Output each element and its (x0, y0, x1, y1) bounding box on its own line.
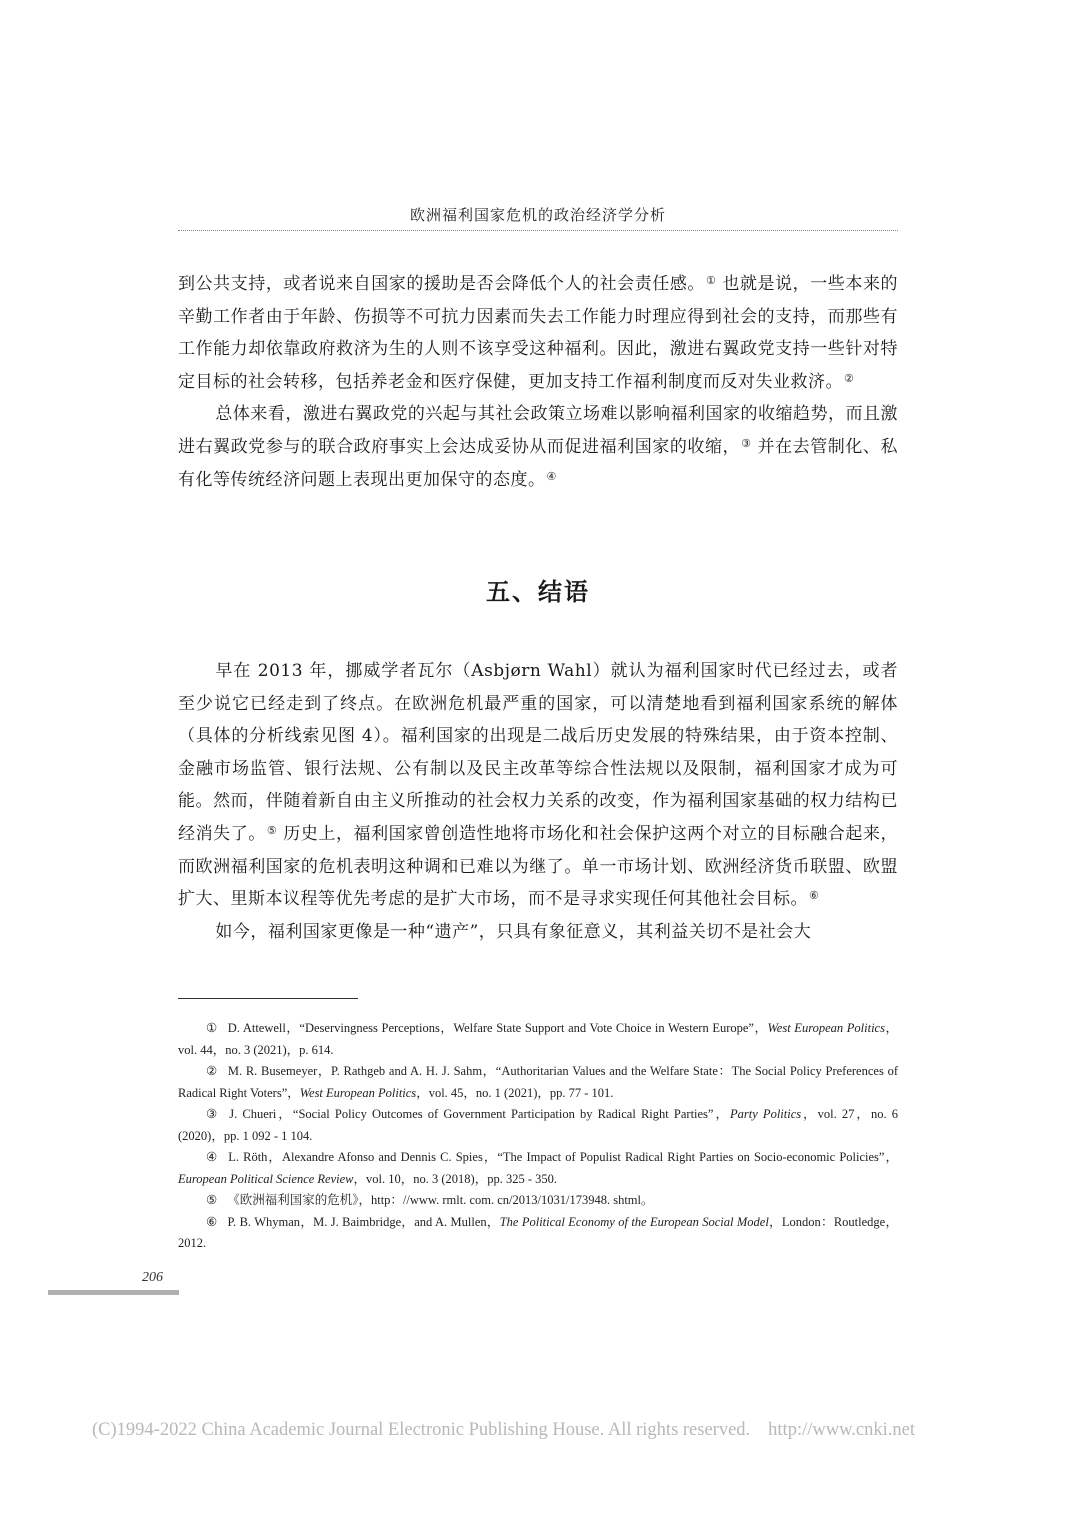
footnote-text: D. Attewell，“Deservingness Perceptions，Welfare State Support and Vote Choice in Western Europe”， (227, 1021, 768, 1035)
footnote-ref-5[interactable]: ⑤ (266, 823, 278, 837)
footnote-6 (178, 1212, 898, 1255)
footnote-ref-2[interactable]: ② (844, 371, 855, 385)
page-number-bar (48, 1290, 179, 1295)
footnote-text: 《欧洲福利国家的危机》，http：//www. rmlt. com. cn/2013/1031/173948. shtml。 (227, 1193, 654, 1207)
paragraph-1 (178, 268, 898, 398)
footnote-number: ① (206, 1021, 218, 1035)
paragraph-2-text-cont: 并在去管制化、私有化等传统经济问题上表现出更加保守的态度。 (178, 436, 898, 490)
footnote-number: ④ (206, 1150, 219, 1164)
footnote-details: ，London：Routledge，2012. (178, 1214, 898, 1250)
footnote-4 (178, 1147, 898, 1190)
footnote-text: P. B. Whyman，M. J. Baimbridge，and A. Mullen， (227, 1214, 500, 1229)
footnote-details: ，vol. 10，no. 3 (2018)，pp. 325 - 350. (353, 1171, 557, 1186)
body-block-top (178, 268, 898, 496)
footnote-number: ⑥ (206, 1214, 218, 1229)
footnote-journal: West European Politics (767, 1021, 885, 1035)
footnote-5 (178, 1190, 898, 1212)
page-number: 206 (142, 1270, 163, 1285)
footnote-details: ，vol. 44，no. 3 (2021)，p. 614. (178, 1021, 898, 1057)
copyright-text: (C)1994-2022 China Academic Journal Electronic Publishing House. All rights reserved. (92, 1420, 751, 1440)
paragraph-1-text: 到公共支持，或者说来自国家的援助是否会降低个人的社会责任感。 (178, 274, 705, 294)
footnote-journal: European Political Science Review (178, 1171, 354, 1186)
footnote-divider (178, 998, 358, 999)
footnote-number: ⑤ (206, 1193, 218, 1207)
footnote-details: ，vol. 27，no. 6 (2020)，pp. 1 092 - 1 104. (178, 1107, 898, 1143)
footnote-number: ② (206, 1064, 218, 1078)
footnote-3 (178, 1104, 898, 1147)
footnote-1 (178, 1018, 898, 1061)
footnote-ref-3[interactable]: ③ (741, 436, 752, 450)
footnote-text: L. Röth，Alexandre Afonso and Dennis C. Spies，“The Impact of Populist Radical Right Parties on Socio-economic Policies”， (228, 1150, 898, 1164)
footnote-text: M. R. Busemeyer，P. Rathgeb and A. H. J. Sahm，“Authoritarian Values and the Welfare State：The Social Policy Preferences of Radical Right Voters”， (178, 1064, 898, 1100)
footnotes (178, 1018, 898, 1255)
footnote-number: ③ (206, 1107, 220, 1121)
footnote-journal: Party Politics (730, 1107, 802, 1121)
footnote-ref-4[interactable]: ④ (546, 469, 557, 483)
paragraph-2 (178, 398, 898, 496)
running-head: 欧洲福利国家危机的政治经济学分析 (409, 206, 666, 224)
footnote-ref-6[interactable]: ⑥ (809, 889, 820, 903)
copyright-footer (92, 1420, 972, 1441)
paragraph-2-text: 总体来看，激进右翼政党的兴起与其社会政策立场难以影响福利国家的收缩趋势，而且激进右翼政党参与的联合政府事实上会达成妥协从而促进福利国家的收缩， (178, 404, 898, 457)
footnote-journal: West European Politics (299, 1085, 417, 1100)
footnote-text: J. Chueri，“Social Policy Outcomes of Government Participation by Radical Right Parties”， (229, 1107, 731, 1121)
paragraph-3-text: 早在 2013 年，挪威学者瓦尔（Asbjørn Wahl）就认为福利国家时代已经过去，或者至少说它已经走到了终点。在欧洲危机最严重的国家，可以清楚地看到福利国家系统的解体（具体的分析线索见图 4）。福利国家的出现是二战后历史发展的特殊结果，由于资本控制、金融市场监管、银行法规、公有制以及民主改革等综合性法规以及限制，福利国家才成为可能。然而，伴随着新自由主义所推动的社会权力关系的改变，作为福利国家基础的权力结构已经消失了。 (178, 661, 898, 844)
body-block-bottom (178, 655, 898, 948)
paragraph-4 (178, 916, 898, 949)
paragraph-4-text: 如今，福利国家更像是一种“遗产”，只具有象征意义，其利益关切不是社会大 (215, 921, 812, 942)
paragraph-3 (178, 655, 898, 916)
footnote-2 (178, 1061, 898, 1104)
paragraph-3-text-cont: 历史上，福利国家曾创造性地将市场化和社会保护这两个对立的目标融合起来，而欧洲福利国家的危机表明这种调和已难以为继了。单一市场计划、欧洲经济货币联盟、欧盟扩大、里斯本议程等优先考虑的是扩大市场，而不是寻求实现任何其他社会目标。 (178, 823, 899, 910)
footnote-journal: The Political Economy of the European Social Model (499, 1214, 769, 1229)
footnote-ref-1[interactable]: ① (706, 274, 717, 287)
copyright-url[interactable]: http://www.cnki.net (768, 1420, 915, 1440)
section-title: 五、结语 (486, 577, 590, 606)
header-divider (178, 230, 898, 231)
paragraph-1-text-cont: 也就是说，一些本来的辛勤工作者由于年龄、伤损等不可抗力因素而失去工作能力时理应得到社会的支持，而那些有工作能力却依靠政府救济为生的人则不该享受这种福利。因此，激进右翼政党支持一些针对特定目标的社会转移，包括养老金和医疗保健，更加支持工作福利制度而反对失业救济。 (178, 274, 899, 392)
footnote-details: ，vol. 45，no. 1 (2021)，pp. 77 - 101. (416, 1085, 614, 1100)
